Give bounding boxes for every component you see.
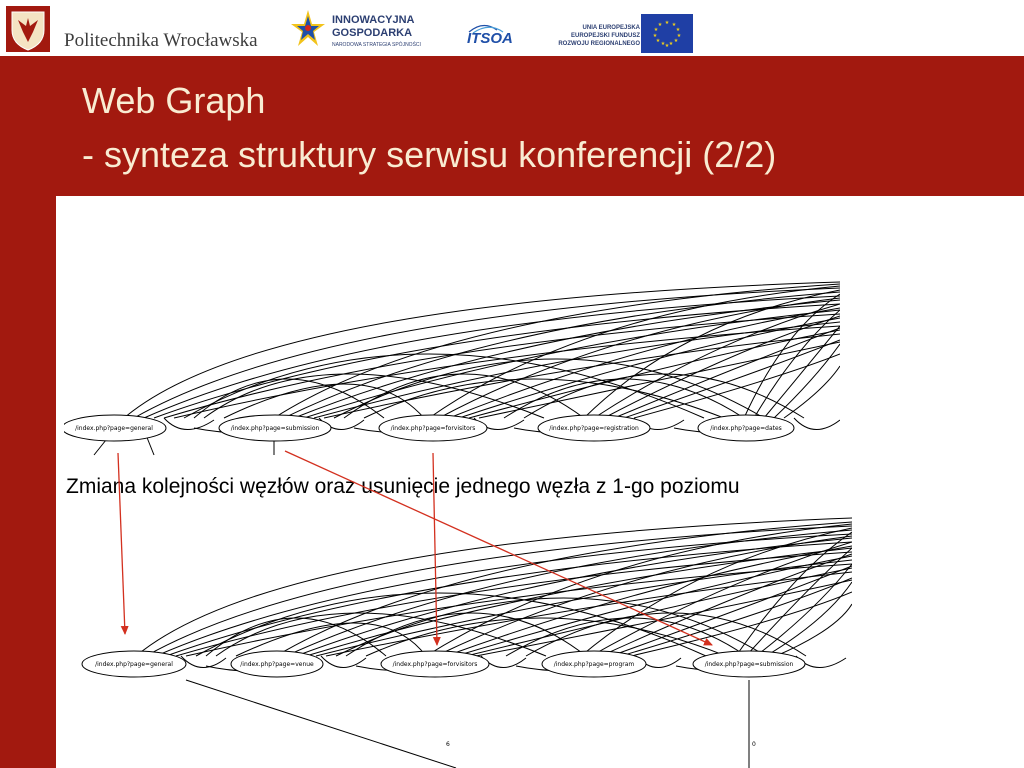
itsoa-text: ITSOA <box>467 30 513 47</box>
logo-bar <box>0 0 1024 56</box>
itsoa-logo <box>463 20 543 50</box>
graph-node <box>231 651 323 677</box>
graph-node-label: /index.php?page=submission <box>704 661 794 668</box>
graph-node <box>379 415 487 441</box>
eu-line2: EUROPEJSKI FUNDUSZ <box>570 33 640 39</box>
graph-node <box>381 651 489 677</box>
svg-text:★: ★ <box>660 41 666 47</box>
svg-text:★: ★ <box>675 27 681 33</box>
ig-star-icon <box>289 6 327 52</box>
left-decorative-strip <box>0 0 56 768</box>
svg-text:★: ★ <box>668 41 674 47</box>
university-crest-icon <box>6 6 50 52</box>
svg-text:★: ★ <box>655 38 661 44</box>
innowacyjna-gospodarka-logo <box>287 4 442 54</box>
graph-node-label: /index.php?page=forvisitors <box>390 425 476 432</box>
graph-node-label: /index.php?page=program <box>553 661 635 668</box>
ig-line1: INNOWACYJNA <box>332 14 415 26</box>
svg-text:★: ★ <box>676 33 682 39</box>
ig-line3: NARODOWA STRATEGIA SPÓJNOŚCI <box>332 42 421 48</box>
eu-fund-text <box>545 24 640 54</box>
graph-node <box>542 651 646 677</box>
graph-before-nodes <box>64 415 794 441</box>
svg-text:★: ★ <box>671 22 677 28</box>
graph-node-label: /index.php?page=forvisitors <box>392 661 478 668</box>
edge-label: 6 <box>446 741 450 748</box>
graph-node-label: /index.php?page=registration <box>549 425 639 432</box>
graph-node-label: /index.php?page=general <box>95 661 173 668</box>
web-graph-after <box>76 510 852 768</box>
graph-node-label: /index.php?page=general <box>75 425 153 432</box>
graph-node <box>64 415 166 441</box>
graph-after-edges <box>136 518 852 768</box>
web-graph-before <box>64 270 840 460</box>
edge-label: 0 <box>752 741 756 748</box>
svg-text:★: ★ <box>673 38 679 44</box>
eu-line1: UNIA EUROPEJSKA <box>582 25 640 31</box>
eu-flag-icon <box>641 14 693 53</box>
graph-node <box>693 651 805 677</box>
svg-text:★: ★ <box>664 20 670 26</box>
slide-subtitle: - synteza struktury serwisu konferencji (2/2) <box>82 134 777 175</box>
eu-line3: ROZWOJU REGIONALNEGO <box>558 41 640 47</box>
svg-text:★: ★ <box>664 43 670 49</box>
graph-node-label: /index.php?page=dates <box>710 425 782 432</box>
graph-node <box>219 415 331 441</box>
svg-text:★: ★ <box>657 22 663 28</box>
graph-node <box>538 415 650 441</box>
graph-node <box>82 651 186 677</box>
slide-caption: Zmiana kolejności węzłów oraz usunięcie jednego węzła z 1-go poziomu <box>66 475 740 498</box>
graph-node-label: /index.php?page=submission <box>230 425 320 432</box>
svg-text:★: ★ <box>653 27 659 33</box>
slide-title: Web Graph <box>82 80 266 121</box>
svg-text:★: ★ <box>652 33 658 39</box>
ig-line2: GOSPODARKA <box>332 27 413 39</box>
graph-node <box>698 415 794 441</box>
graph-node-label: /index.php?page=venue <box>240 661 314 668</box>
university-name: Politechnika Wrocławska <box>64 30 258 51</box>
